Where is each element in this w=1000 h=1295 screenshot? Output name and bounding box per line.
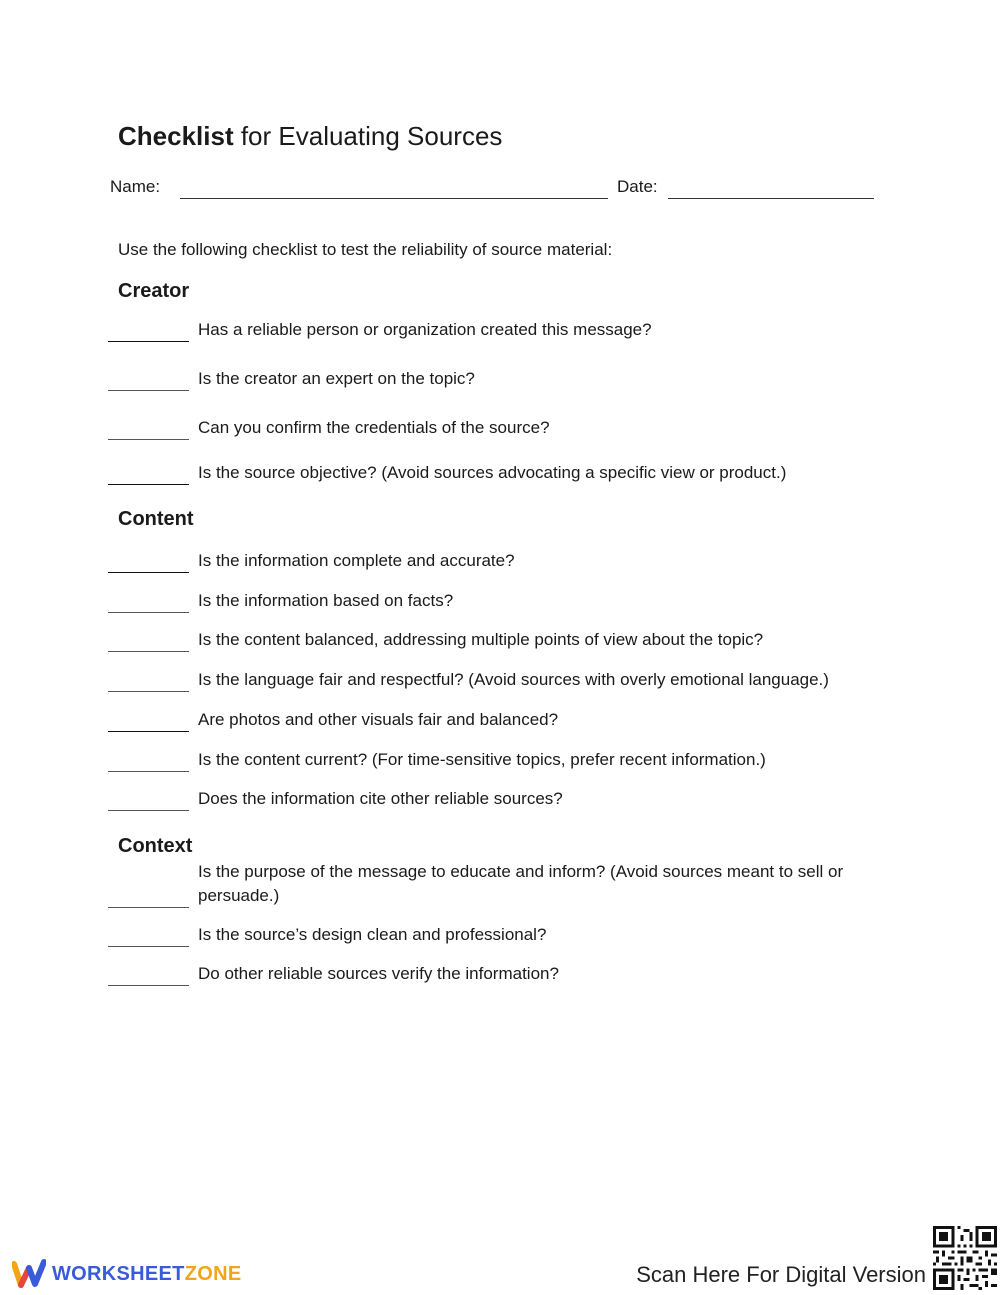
checkbox-blank[interactable]: [108, 810, 189, 811]
qr-code-icon[interactable]: [933, 1226, 997, 1290]
checklist-item-text: Is the source’s design clean and professional?: [198, 925, 547, 944]
checklist-item-text: Has a reliable person or organization created this message?: [198, 320, 652, 339]
section-heading-content: Content: [118, 508, 194, 530]
checklist-item-text: Is the information complete and accurate?: [198, 551, 515, 570]
checkbox-blank[interactable]: [108, 439, 189, 440]
section-heading-creator: Creator: [118, 280, 190, 302]
logo-word-worksheet: WORKSHEET: [52, 1262, 185, 1285]
name-label: Name:: [110, 177, 161, 196]
checklist-item-text: Is the source objective? (Avoid sources advocating a specific view or product.): [198, 463, 787, 482]
checklist-item-text: Is the language fair and respectful? (Avoid sources with overly emotional language.): [198, 670, 829, 689]
checkbox-blank[interactable]: [108, 651, 189, 652]
checkbox-blank[interactable]: [108, 771, 189, 772]
checklist-item-text: Does the information cite other reliable sources?: [198, 789, 563, 808]
section-heading-context: Context: [118, 835, 193, 857]
logo-mark-icon: [12, 1258, 46, 1290]
intro-text: Use the following checklist to test the reliability of source material:: [118, 240, 613, 259]
checkbox-blank[interactable]: [108, 484, 189, 485]
checklist-item-text: Is the creator an expert on the topic?: [198, 369, 475, 388]
checklist-item-text: Is the information based on facts?: [198, 591, 454, 610]
checkbox-blank[interactable]: [108, 731, 189, 732]
checkbox-blank[interactable]: [108, 907, 189, 908]
title-rest: for Evaluating Sources: [233, 121, 503, 151]
checklist-item-text: Do other reliable sources verify the information?: [198, 964, 559, 983]
title-bold: Checklist: [118, 121, 234, 151]
logo-word-zone: ZONE: [184, 1262, 242, 1285]
logo-text: [52, 1263, 241, 1286]
checkbox-blank[interactable]: [108, 390, 189, 391]
checkbox-blank[interactable]: [108, 612, 189, 613]
page-title: [118, 120, 502, 152]
checkbox-blank[interactable]: [108, 341, 189, 342]
checkbox-blank[interactable]: [108, 572, 189, 573]
checklist-item-text: Is the content current? (For time-sensitive topics, prefer recent information.): [198, 750, 766, 769]
scan-caption: Scan Here For Digital Version: [636, 1262, 926, 1287]
checklist-item-text: Is the purpose of the message to educate and inform? (Avoid sources meant to sell or persuade.): [198, 862, 844, 905]
date-field[interactable]: [668, 198, 874, 199]
checkbox-blank[interactable]: [108, 691, 189, 692]
checkbox-blank[interactable]: [108, 946, 189, 947]
checkbox-blank[interactable]: [108, 985, 189, 986]
date-label: Date:: [617, 177, 658, 196]
checklist-item-text: Is the content balanced, addressing multiple points of view about the topic?: [198, 630, 764, 649]
checklist-item-text: Are photos and other visuals fair and balanced?: [198, 710, 559, 729]
name-field[interactable]: [180, 198, 608, 199]
worksheetzone-logo[interactable]: [12, 1258, 241, 1290]
checklist-item-text: Can you confirm the credentials of the source?: [198, 418, 550, 437]
